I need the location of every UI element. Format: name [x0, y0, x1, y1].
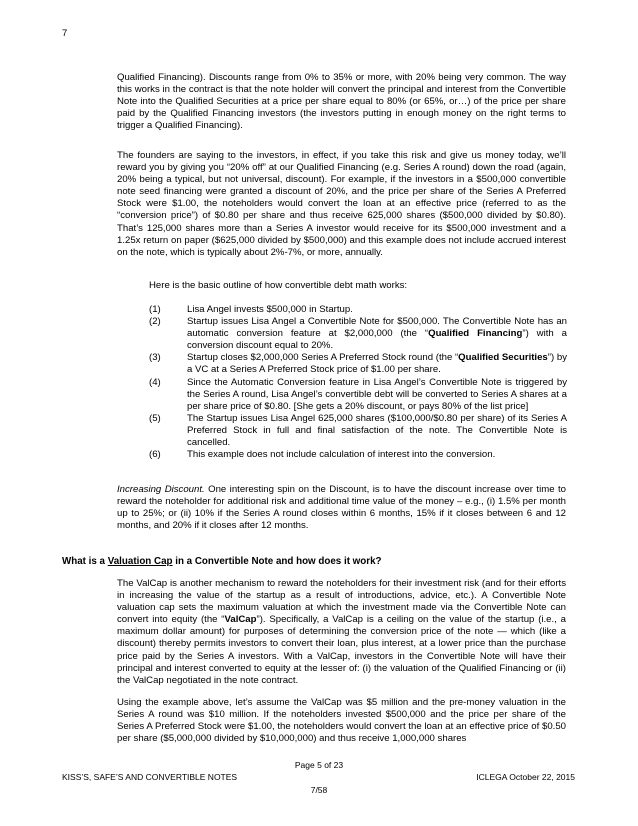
- list-item-number: (4): [149, 376, 161, 388]
- list-item: [149, 413, 567, 449]
- paragraph-increasing-discount: [117, 484, 566, 532]
- list-item-number: (2): [149, 316, 161, 328]
- paragraph-text: Increasing Discount. One interesting spin on the Discount, is to have the discount increase over time to reward the noteholder for additional risk and additional time value of the money – e.g., (i) 1.5% per month up to 25%; or (ii) 10% if the Series A round closes within 6 months, 15% if it closes between 6 and 12 months, and 20% if it closes after 12 months.: [117, 484, 566, 532]
- list-item-number: (3): [149, 352, 161, 364]
- paragraph-outline-intro: [149, 280, 567, 292]
- defined-term: ValCap: [224, 614, 257, 626]
- list-item-number: (6): [149, 449, 161, 461]
- paragraph-discount-intro: [117, 72, 566, 132]
- list-item-text: Startup closes $2,000,000 Series A Preferred Stock round (the “Qualified Securities”) by a VC at a Series A Preferred Stock price of $1.00 per share.: [187, 352, 567, 376]
- defined-term: Qualified Financing: [428, 328, 523, 340]
- list-item-text: Lisa Angel invests $500,000 in Startup.: [187, 304, 353, 315]
- footer-document-title: KISS’S, SAFE’S AND CONVERTIBLE NOTES: [62, 772, 238, 782]
- list-item: [149, 352, 567, 376]
- list-item-number: (1): [149, 304, 161, 315]
- list-item-text: The Startup issues Lisa Angel 625,000 shares ($100,000/$0.80 per share) of its Series A Preferred Stock in full and final satisfaction of the note. The Convertible Note is cancelled.: [187, 412, 567, 449]
- paragraph-valcap-definition: [117, 578, 566, 687]
- list-item: [149, 316, 567, 352]
- page-number-top: 7: [62, 28, 68, 39]
- defined-term: Qualified Securities: [458, 352, 548, 364]
- paragraph-valcap-example: [117, 697, 566, 745]
- paragraph-text: The ValCap is another mechanism to reward the noteholders for their investment risk (and for their efforts in increasing the value of the startup as a result of introductions, advice, etc.). A Convertible Note valuation cap sets the maximum valuation at which the investment made via the Convertible Note can convert into equity (the “ValCap”). Specifically, a ValCap is a ceiling on the value of the startup (i.e., a maximum dollar amount) for purposes of determining the conversion price of the note — which (like a discount) thereby permits investors to convert their loan, plus interest, at a lower price than the purchase price paid by the Series A investors. With a ValCap, investors in the Convertible Note will have their principal and interest converted to equity at the lesser of: (i) the valuation of the Qualified Financing or (ii) the ValCap negotiated in the note contract.: [117, 578, 566, 686]
- paragraph-text: Using the example above, let’s assume the ValCap was $5 million and the pre-money valuation in the Series A round was $10 million. If the noteholders invested $500,000 and the price per share of the Series A Preferred Stock were $1.00, the noteholders would convert the loan at an effective price of $0.50 per share ($5,000,000 divided by $10,000,000) and thus receive 1,000,000 shares: [117, 697, 566, 745]
- paragraph-text: The founders are saying to the investors, in effect, if you take this risk and give us money today, we’ll reward you by giving you “20% off” at our Qualified Financing (e.g. Series A round) down the road (again, 20% being a typical, but not universal, discount). For example, if the investors in a $500,000 convertible note seed financing were granted a discount of 20%, and the price per share of the Series A Preferred Stock were $1.00, the noteholders would convert the loan at an effective price (referred to as the “conversion price”) of $0.80 per share and thus receive 625,000 shares ($500,000 divided by $0.80). That’s 125,000 shares more than a Series A investor would receive for its $500,000 investment and a 1.25x return on paper ($625,000 divided by $500,000) and this example does not include accrued interest on the note, which is typically about 2%-7%, or more, annually.: [117, 150, 566, 258]
- list-item-text: Startup issues Lisa Angel a Convertible Note for $500,000. The Convertible Note has an automatic conversion feature at $2,000,000 (the “Qualified Financing”) with a conversion discount equal to 20%.: [187, 316, 567, 352]
- list-item-number: (5): [149, 412, 161, 424]
- paragraph-lead-italic: Increasing Discount.: [117, 484, 205, 495]
- list-item: [149, 377, 567, 413]
- paragraph-text: Here is the basic outline of how convertible debt math works:: [149, 280, 408, 291]
- underlined-term: Valuation Cap: [107, 556, 173, 567]
- list-item: [149, 304, 567, 316]
- paragraph-text: Qualified Financing). Discounts range from 0% to 35% or more, with 20% being very common. The way this works in the contract is that the note holder will convert the principal and interest from the Convertible Note into the Qualified Securities at a price per share equal to 80% (or 65%, or…) of the price per share paid by the Qualified Financing investors (the investors putting in enough money on the right terms to trigger a Qualified Financing).: [117, 72, 566, 132]
- paragraph-founders-example: [117, 150, 566, 259]
- footer-page-of: Page 5 of 23: [294, 760, 344, 770]
- list-item-text: This example does not include calculation of interest into the conversion.: [187, 449, 496, 461]
- footer-slide-number: 7/58: [310, 785, 328, 795]
- list-item-text: Since the Automatic Conversion feature in Lisa Angel’s Convertible Note is triggered by the Series A round, Lisa Angel’s convertible debt will be converted to Series A shares at a per share price of $0.80. [She gets a 20% discount, or pays 80% of the list price]: [187, 376, 567, 412]
- conversion-steps-list: [149, 304, 567, 461]
- footer-date: ICLEGA October 22, 2015: [476, 772, 575, 782]
- section-heading-valuation-cap: What is a Valuation Cap in a Convertible Note and how does it work?: [62, 556, 382, 567]
- list-item: [149, 449, 567, 461]
